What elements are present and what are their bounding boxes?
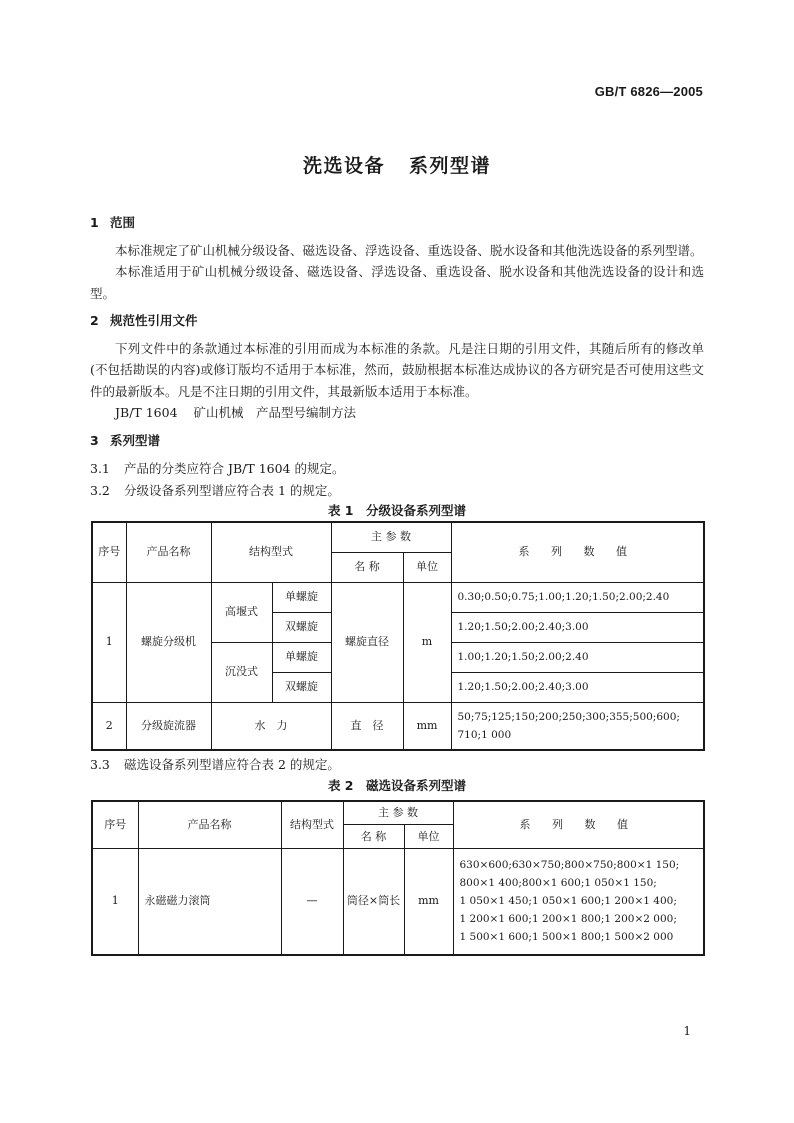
cell-structure-subtype: 双螺旋	[272, 612, 331, 642]
cell-product-name: 永磁磁力滚筒	[138, 849, 281, 955]
clause-3-2	[90, 480, 704, 502]
header-main-params: 主 参 数	[343, 801, 453, 825]
scope-paragraph: 本标准适用于矿山机械分级设备、磁选设备、浮选设备、重选设备、脱水设备和其他洗选设备的设计和选型。	[90, 264, 704, 301]
clause-3-1	[90, 458, 704, 480]
cell-param-name: 筒径×筒长	[343, 849, 404, 955]
table-2-magnetic-separation-equipment	[91, 800, 705, 956]
clause-3-3	[90, 754, 704, 776]
header-param-name: 名 称	[331, 552, 403, 582]
table-caption-number: 表 1	[327, 503, 354, 518]
cell-unit: mm	[404, 849, 453, 955]
table-caption-title: 分级设备系列型谱	[366, 503, 467, 518]
page-number: 1	[683, 1024, 691, 1038]
clause-text: 分级设备系列型谱应符合表 1 的规定。	[124, 482, 340, 498]
title-part-2: 系列型谱	[409, 155, 492, 177]
section-number: 1	[90, 215, 99, 230]
clause-number: 3.1	[90, 461, 110, 476]
document-body	[90, 212, 704, 956]
clause-text: 磁选设备系列型谱应符合表 2 的规定。	[124, 757, 340, 772]
cell-product-name: 螺旋分级机	[126, 582, 211, 702]
header-unit: 单位	[404, 825, 453, 849]
standard-code: GB/T 6826—2005	[594, 84, 703, 99]
table-1-classification-equipment	[91, 521, 705, 751]
document-title	[0, 151, 794, 178]
cell-structure-type: —	[281, 849, 343, 955]
cell-seq: 1	[92, 849, 138, 955]
clause-text: 产品的分类应符合 JB/T 1604 的规定。	[124, 461, 345, 476]
cell-structure-type: 高堰式	[211, 582, 272, 642]
header-seq: 序号	[92, 522, 126, 582]
header-main-params: 主 参 数	[331, 522, 451, 552]
cell-seq: 1	[92, 582, 126, 702]
cell-series-values: 0.30;0.50;0.75;1.00;1.20;1.50;2.00;2.40	[451, 582, 704, 612]
header-series-values: 系 列 数 值	[451, 522, 704, 582]
cell-structure-subtype: 单螺旋	[272, 582, 331, 612]
cell-unit: mm	[403, 702, 451, 750]
cell-param-name: 直 径	[331, 702, 403, 750]
header-structure-type: 结构型式	[211, 522, 331, 582]
cell-param-name: 螺旋直径	[331, 582, 403, 702]
clause-number: 3.2	[90, 482, 110, 498]
cell-product-name: 分级旋流器	[126, 702, 211, 750]
cell-series-values: 1.00;1.20;1.50;2.00;2.40	[451, 642, 704, 672]
cell-structure-subtype: 单螺旋	[272, 642, 331, 672]
references-paragraph: 下列文件中的条款通过本标准的引用而成为本标准的条款。凡是注日期的引用文件，其随后所有的修改单(不包括勘误的内容)或修订版均不适用于本标准，然而，鼓励根据本标准达成协议的各方研究是否可使用这些文件的最新版本。凡是不注日期的引用文件，其最新版本适用于本标准。	[90, 340, 704, 399]
cell-series-values: 630×600;630×750;800×750;800×1 150; 800×1 400;800×1 600;1 050×1 150; 1 050×1 450;1 050×1 600;1 200×1 400; 1 200×1 600;1 200×1 800;1 200×2 000; 1 500×1 600;1 500×1 800;1 500×2 000	[453, 849, 704, 955]
cell-series-values: 1.20;1.50;2.00;2.40;3.00	[451, 612, 704, 642]
cell-seq: 2	[92, 702, 126, 750]
header-structure-type: 结构型式	[281, 801, 343, 849]
cell-series-values: 50;75;125;150;200;250;300;355;500;600; 710;1 000	[451, 702, 704, 750]
clause-number: 3.3	[90, 757, 110, 772]
cell-series-values: 1.20;1.50;2.00;2.40;3.00	[451, 672, 704, 702]
scope-paragraph: 本标准规定了矿山机械分级设备、磁选设备、浮选设备、重选设备、脱水设备和其他洗选设备的系列型谱。	[115, 242, 703, 258]
cell-unit: m	[403, 582, 451, 702]
header-series-values: 系 列 数 值	[453, 801, 704, 849]
table-caption-title: 磁选设备系列型谱	[366, 777, 467, 793]
reference-entry	[90, 402, 704, 424]
section-number: 2	[90, 313, 99, 328]
section-heading-normative-references	[90, 310, 704, 332]
table-row	[92, 582, 704, 612]
table-1-caption	[90, 501, 704, 521]
header-seq: 序号	[92, 801, 138, 849]
reference-code: JB/T 1604	[115, 405, 178, 420]
section-title: 系列型谱	[110, 432, 161, 448]
table-row	[92, 849, 704, 955]
cell-structure-type: 水 力	[211, 702, 331, 750]
title-part-1: 洗选设备	[302, 155, 385, 177]
section-title: 规范性引用文件	[110, 313, 198, 328]
section-title: 范围	[110, 215, 136, 230]
section-heading-series-spectrum	[90, 430, 704, 452]
table-caption-number: 表 2	[327, 777, 354, 793]
table-2-caption	[90, 776, 704, 796]
cell-structure-type: 沉没式	[211, 642, 272, 702]
reference-title: 矿山机械 产品型号编制方法	[193, 405, 357, 420]
header-product-name: 产品名称	[126, 522, 211, 582]
header-unit: 单位	[403, 552, 451, 582]
header-param-name: 名 称	[343, 825, 404, 849]
section-number: 3	[90, 432, 99, 448]
section-heading-scope	[90, 212, 704, 234]
header-product-name: 产品名称	[138, 801, 281, 849]
cell-structure-subtype: 双螺旋	[272, 672, 331, 702]
table-row	[92, 702, 704, 750]
